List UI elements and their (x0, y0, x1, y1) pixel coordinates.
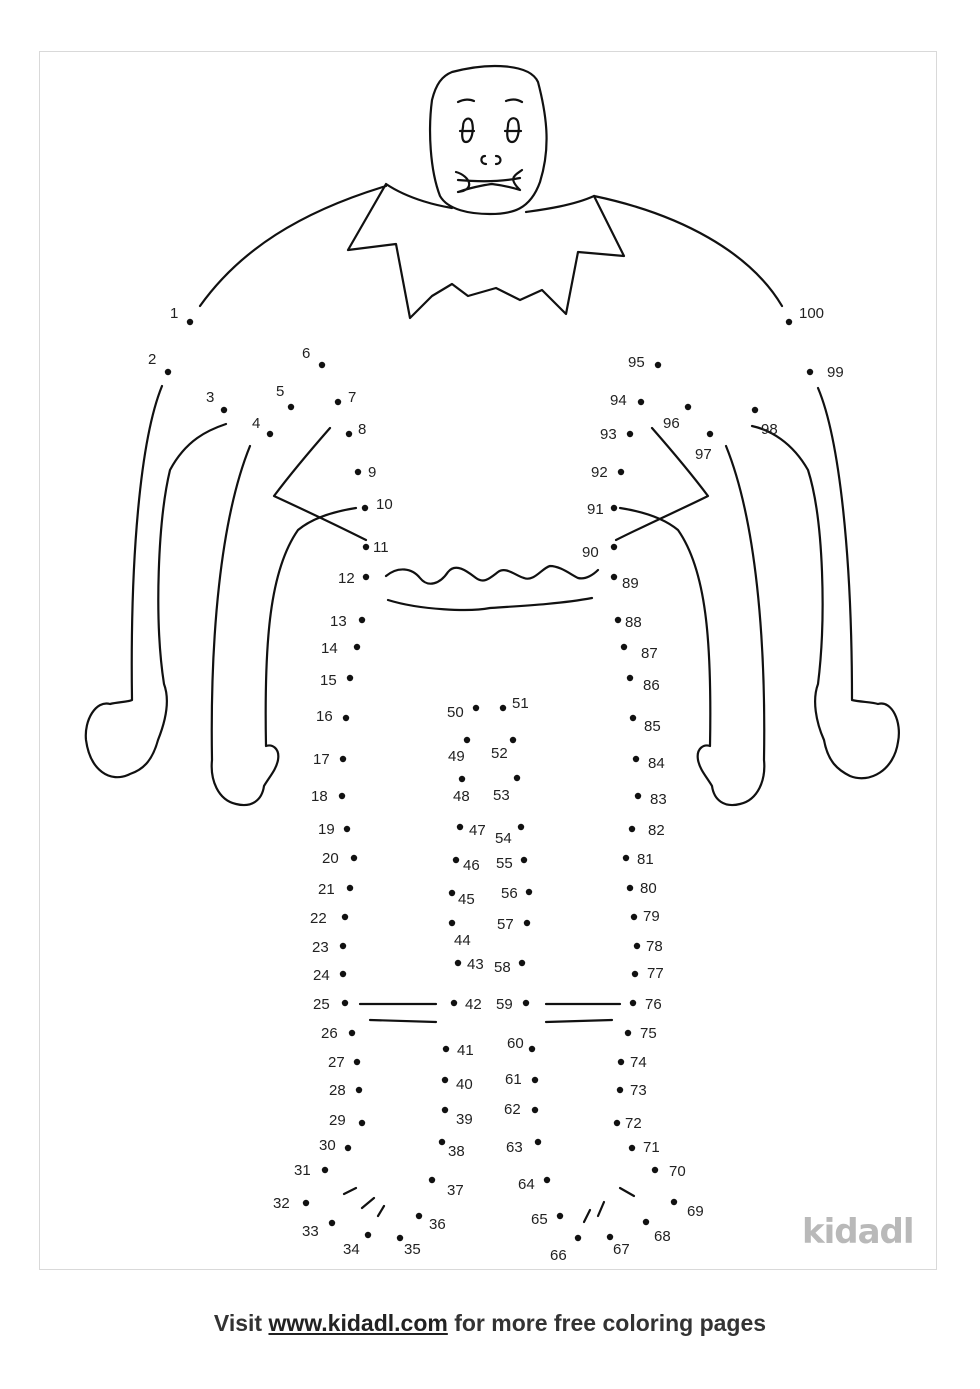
eye-left (460, 119, 474, 142)
dot-label-94: 94 (610, 392, 627, 409)
dot-label-52: 52 (491, 745, 508, 762)
dot-48 (459, 776, 465, 782)
dot-75 (625, 1030, 631, 1036)
dot-76 (630, 1000, 636, 1006)
dot-label-18: 18 (311, 788, 328, 805)
dot-label-74: 74 (630, 1054, 647, 1071)
dot-label-4: 4 (252, 415, 261, 432)
dot-label-75: 75 (640, 1025, 657, 1042)
dot-label-71: 71 (643, 1139, 660, 1156)
dot-label-48: 48 (453, 788, 470, 805)
dot-79 (631, 914, 637, 920)
left-toes (344, 1188, 384, 1216)
dot-label-25: 25 (313, 996, 330, 1013)
dot-label-84: 84 (648, 755, 665, 772)
dot-10 (362, 505, 368, 511)
dot-label-59: 59 (496, 996, 513, 1013)
dot-74 (618, 1059, 624, 1065)
dot-70 (652, 1167, 658, 1173)
dot-62 (532, 1107, 538, 1113)
collar (348, 184, 624, 318)
dot-84 (633, 756, 639, 762)
footer-text (0, 1310, 980, 1337)
dot-5 (288, 404, 294, 410)
dot-88 (615, 617, 621, 623)
dot-label-69: 69 (687, 1203, 704, 1220)
dot-87 (621, 644, 627, 650)
dot-label-33: 33 (302, 1223, 319, 1240)
dot-52 (510, 737, 516, 743)
dot-label-5: 5 (276, 383, 285, 400)
dot-label-14: 14 (321, 640, 338, 657)
dot-label-45: 45 (458, 891, 475, 908)
dot-24 (340, 971, 346, 977)
dot-label-91: 91 (587, 501, 604, 518)
dot-label-44: 44 (454, 932, 471, 949)
dot-44 (449, 920, 455, 926)
dot-36 (416, 1213, 422, 1219)
dot-23 (340, 943, 346, 949)
outline-drawing (86, 66, 899, 1222)
dot-label-7: 7 (348, 389, 357, 406)
waist-band (388, 598, 592, 610)
dot-label-81: 81 (637, 851, 654, 868)
footer-suffix: for more free coloring pages (454, 1310, 767, 1336)
dot-label-96: 96 (663, 415, 680, 432)
dot-label-32: 32 (273, 1195, 290, 1212)
dot-label-72: 72 (625, 1115, 642, 1132)
dot-72 (614, 1120, 620, 1126)
dot-label-26: 26 (321, 1025, 338, 1042)
dot-59 (523, 1000, 529, 1006)
dot-98 (752, 407, 758, 413)
dot-42 (451, 1000, 457, 1006)
dot-label-86: 86 (643, 677, 660, 694)
dot-49 (464, 737, 470, 743)
dot-81 (623, 855, 629, 861)
dot-58 (519, 960, 525, 966)
dot-label-49: 49 (448, 748, 465, 765)
dot-label-99: 99 (827, 364, 844, 381)
eyebrow-right (506, 100, 522, 102)
dot-82 (629, 826, 635, 832)
dot-90 (611, 544, 617, 550)
dot-99 (807, 369, 813, 375)
dot-80 (627, 885, 633, 891)
dot-40 (442, 1077, 448, 1083)
dot-18 (339, 793, 345, 799)
dot-label-24: 24 (313, 967, 330, 984)
dot-37 (429, 1177, 435, 1183)
dot-15 (347, 675, 353, 681)
dot-label-31: 31 (294, 1162, 311, 1179)
dot-label-88: 88 (625, 614, 642, 631)
dot-55 (521, 857, 527, 863)
dot-91 (611, 505, 617, 511)
dot-53 (514, 775, 520, 781)
dot-label-6: 6 (302, 345, 311, 362)
dot-26 (349, 1030, 355, 1036)
dot-label-39: 39 (456, 1111, 473, 1128)
dot-54 (518, 824, 524, 830)
dot-label-20: 20 (322, 850, 339, 867)
dot-label-47: 47 (469, 822, 486, 839)
dot-label-15: 15 (320, 672, 337, 689)
eye-right (505, 118, 521, 142)
dot-label-93: 93 (600, 426, 617, 443)
dot-label-90: 90 (582, 544, 599, 561)
dot-label-2: 2 (148, 351, 157, 368)
nose (481, 156, 500, 164)
dot-label-9: 9 (368, 464, 377, 481)
dot-label-56: 56 (501, 885, 518, 902)
dot-label-58: 58 (494, 959, 511, 976)
dot-86 (627, 675, 633, 681)
dot-9 (355, 469, 361, 475)
dot-45 (449, 890, 455, 896)
dot-93 (627, 431, 633, 437)
dot-32 (303, 1200, 309, 1206)
dot-label-66: 66 (550, 1247, 567, 1264)
dot-label-98: 98 (761, 421, 778, 438)
right-outer-arm (752, 388, 899, 778)
dot-31 (322, 1167, 328, 1173)
dot-label-27: 27 (328, 1054, 345, 1071)
dot-6 (319, 362, 325, 368)
dot-34 (365, 1232, 371, 1238)
dot-label-46: 46 (463, 857, 480, 874)
dot-label-85: 85 (644, 718, 661, 735)
dot-label-41: 41 (457, 1042, 474, 1059)
dot-64 (544, 1177, 550, 1183)
dot-96 (685, 404, 691, 410)
dot-28 (356, 1087, 362, 1093)
dot-label-42: 42 (465, 996, 482, 1013)
mouth (456, 170, 522, 192)
dot-21 (347, 885, 353, 891)
dot-69 (671, 1199, 677, 1205)
dot-label-76: 76 (645, 996, 662, 1013)
dot-label-17: 17 (313, 751, 330, 768)
dot-label-19: 19 (318, 821, 335, 838)
dot-89 (611, 574, 617, 580)
dot-29 (359, 1120, 365, 1126)
dot-27 (354, 1059, 360, 1065)
dot-label-51: 51 (512, 695, 529, 712)
numbered-dots (148, 305, 844, 1264)
dot-label-95: 95 (628, 354, 645, 371)
dot-label-62: 62 (504, 1101, 521, 1118)
dot-60 (529, 1046, 535, 1052)
dot-label-63: 63 (506, 1139, 523, 1156)
dot-label-70: 70 (669, 1163, 686, 1180)
dot-label-68: 68 (654, 1228, 671, 1245)
shoulder-arc (200, 186, 782, 306)
dot-label-60: 60 (507, 1035, 524, 1052)
dot-20 (351, 855, 357, 861)
dot-label-8: 8 (358, 421, 367, 438)
dot-label-54: 54 (495, 830, 512, 847)
dot-label-61: 61 (505, 1071, 522, 1088)
dot-78 (634, 943, 640, 949)
dot-38 (439, 1139, 445, 1145)
dot-3 (221, 407, 227, 413)
dot-11 (363, 544, 369, 550)
dot-label-43: 43 (467, 956, 484, 973)
dot-label-83: 83 (650, 791, 667, 808)
dot-39 (442, 1107, 448, 1113)
shirt-right (616, 428, 708, 540)
dot-label-11: 11 (373, 539, 389, 556)
dot-label-92: 92 (591, 464, 608, 481)
dot-label-55: 55 (496, 855, 513, 872)
dot-95 (655, 362, 661, 368)
dot-61 (532, 1077, 538, 1083)
dot-label-50: 50 (447, 704, 464, 721)
dot-77 (632, 971, 638, 977)
dot-label-30: 30 (319, 1137, 336, 1154)
dot-17 (340, 756, 346, 762)
dot-97 (707, 431, 713, 437)
dot-57 (524, 920, 530, 926)
dot-50 (473, 705, 479, 711)
right-cuff (546, 1004, 620, 1022)
dot-7 (335, 399, 341, 405)
dot-label-29: 29 (329, 1112, 346, 1129)
dot-label-80: 80 (640, 880, 657, 897)
dot-43 (455, 960, 461, 966)
dot-12 (363, 574, 369, 580)
footer-prefix: Visit (213, 1310, 263, 1336)
dot-73 (617, 1087, 623, 1093)
dot-label-100: 100 (799, 305, 825, 322)
dot-56 (526, 889, 532, 895)
dot-label-89: 89 (622, 575, 639, 592)
left-outer-arm (86, 386, 226, 777)
dot-label-64: 64 (518, 1176, 535, 1193)
dot-14 (354, 644, 360, 650)
dot-2 (165, 369, 171, 375)
dot-label-79: 79 (643, 908, 660, 925)
dot-label-77: 77 (647, 965, 664, 982)
dot-label-23: 23 (312, 939, 329, 956)
dot-83 (635, 793, 641, 799)
dot-66 (575, 1235, 581, 1241)
dot-65 (557, 1213, 563, 1219)
dot-label-36: 36 (429, 1216, 446, 1233)
dot-4 (267, 431, 273, 437)
eyebrow-left (458, 100, 474, 102)
dot-85 (630, 715, 636, 721)
dot-label-65: 65 (531, 1211, 548, 1228)
dot-41 (443, 1046, 449, 1052)
dot-label-87: 87 (641, 645, 658, 662)
waist-scallop (386, 566, 598, 584)
dot-46 (453, 857, 459, 863)
dot-label-40: 40 (456, 1076, 473, 1093)
kidadl-watermark-logo: kidadl (802, 1212, 914, 1252)
dot-19 (344, 826, 350, 832)
dot-label-35: 35 (404, 1241, 421, 1258)
dot-label-73: 73 (630, 1082, 647, 1099)
dot-13 (359, 617, 365, 623)
dot-label-38: 38 (448, 1143, 465, 1160)
shirt-left (274, 428, 366, 540)
right-toes (584, 1188, 634, 1222)
dot-68 (643, 1219, 649, 1225)
dot-16 (343, 715, 349, 721)
dot-30 (345, 1145, 351, 1151)
dot-label-16: 16 (316, 708, 333, 725)
dot-label-10: 10 (376, 496, 393, 513)
dot-92 (618, 469, 624, 475)
dot-label-3: 3 (206, 389, 215, 406)
dot-label-22: 22 (310, 910, 327, 927)
dot-47 (457, 824, 463, 830)
dot-label-97: 97 (695, 446, 712, 463)
dot-label-37: 37 (447, 1182, 464, 1199)
dot-label-82: 82 (648, 822, 665, 839)
dot-label-78: 78 (646, 938, 663, 955)
left-cuff (360, 1004, 436, 1022)
dot-label-53: 53 (493, 787, 510, 804)
dot-label-28: 28 (329, 1082, 346, 1099)
dot-94 (638, 399, 644, 405)
kidadl-link[interactable]: www.kidadl.com (268, 1310, 448, 1336)
dot-label-34: 34 (343, 1241, 360, 1258)
dot-8 (346, 431, 352, 437)
head-outline (430, 66, 547, 214)
dot-label-57: 57 (497, 916, 514, 933)
dot-35 (397, 1235, 403, 1241)
dot-label-13: 13 (330, 613, 347, 630)
dot-100 (786, 319, 792, 325)
dot-51 (500, 705, 506, 711)
dot-63 (535, 1139, 541, 1145)
dot-33 (329, 1220, 335, 1226)
dot-label-21: 21 (318, 881, 335, 898)
dot-label-1: 1 (170, 305, 179, 322)
dot-71 (629, 1145, 635, 1151)
dot-1 (187, 319, 193, 325)
dot-25 (342, 1000, 348, 1006)
dot-label-12: 12 (338, 570, 355, 587)
dot-67 (607, 1234, 613, 1240)
dot-22 (342, 914, 348, 920)
dot-label-67: 67 (613, 1241, 630, 1258)
